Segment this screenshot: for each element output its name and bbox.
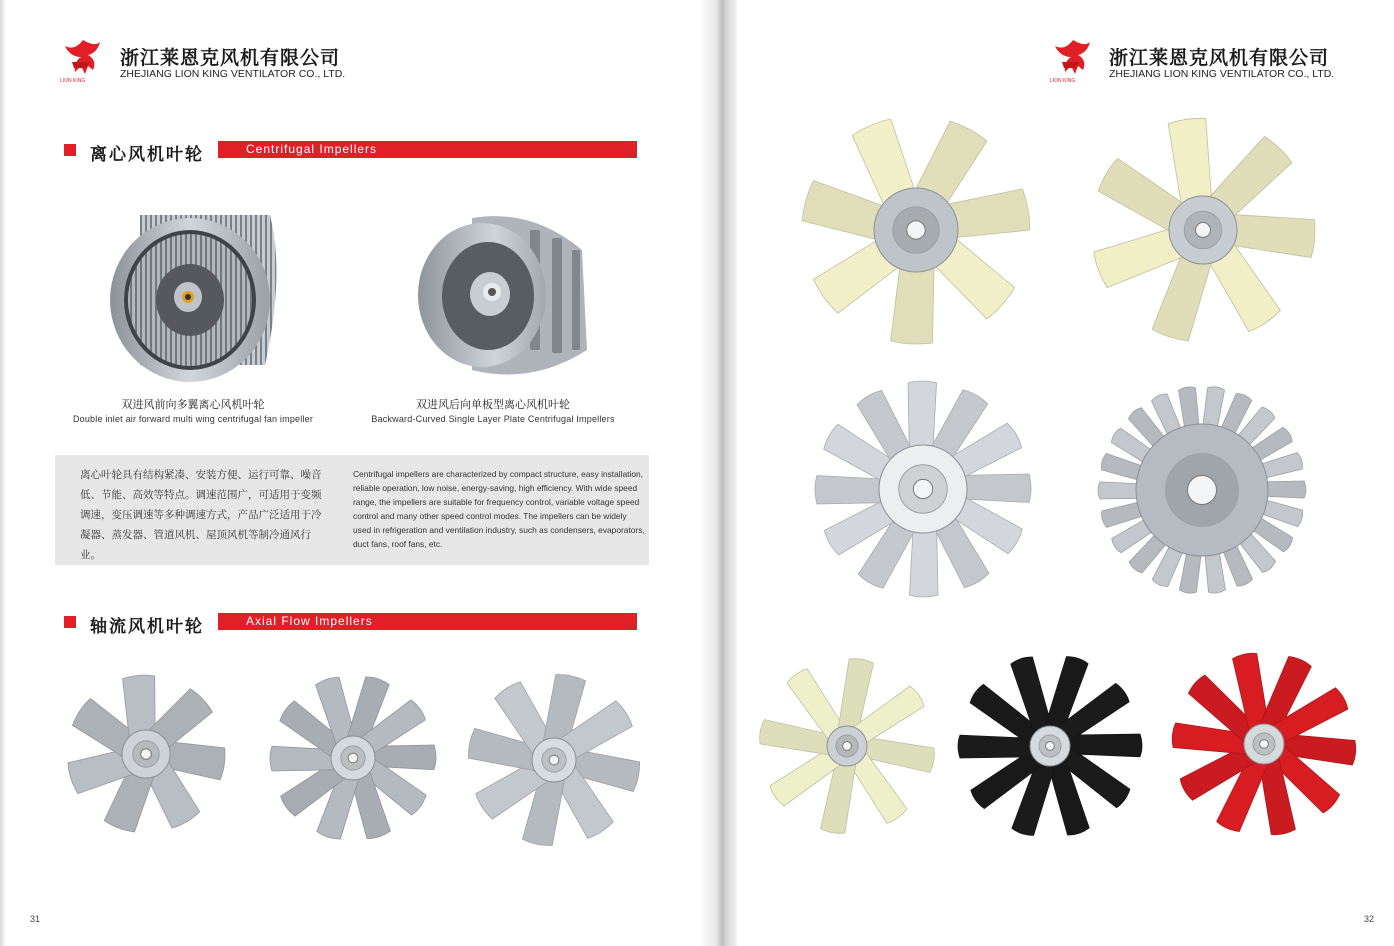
axial-impeller-image	[1093, 120, 1313, 340]
logo-caption: LION KING	[1050, 78, 1076, 84]
description-cn: 离心叶轮具有结构紧凑、安装方便、运行可靠、噪音低、节能、高效等特点。调速范围广，可适用于变频调速，变压调速等多种调速方式，产品广泛适用于冷凝器、蒸发器、管道风机、屋顶风机等制冷通风行业。	[80, 469, 322, 561]
fan-blade	[1229, 213, 1316, 258]
logo-caption: LION KING	[60, 78, 86, 84]
right-page	[737, 0, 1394, 946]
section-title-cn: 轴流风机叶轮	[90, 617, 204, 637]
section-title-en: Axial Flow Impellers	[246, 614, 373, 628]
fan-bore	[913, 479, 932, 498]
axial-impeller-image	[761, 660, 933, 832]
lion-king-logo-icon	[1050, 36, 1096, 82]
axial-impeller-image	[1100, 390, 1304, 590]
section-marker	[64, 144, 76, 156]
fan-bore	[1196, 223, 1211, 238]
company-name-en: ZHEJIANG LION KING VENTILATOR CO., LTD.	[120, 68, 346, 80]
product-caption-en: Backward-Curved Single Layer Plate Centrifugal Impellers	[371, 414, 615, 424]
product-caption-cn: 双进风前向多翼离心风机叶轮	[121, 398, 265, 411]
fan-bore	[549, 755, 559, 765]
axial-impeller-image	[960, 660, 1140, 832]
fan-bore	[141, 749, 152, 760]
fan-blade	[891, 261, 937, 345]
axial-impeller-image	[472, 680, 636, 840]
company-name-cn: 浙江莱恩克风机有限公司	[120, 47, 341, 69]
fan-bore	[1046, 742, 1055, 751]
lion-king-logo-icon	[60, 36, 106, 82]
axial-impeller-image	[813, 389, 1033, 589]
fan-bore	[1187, 475, 1216, 504]
company-name-cn: 浙江莱恩克风机有限公司	[1109, 47, 1330, 69]
section-title-en: Centrifugal Impellers	[246, 142, 378, 156]
product-caption-cn: 双进风后向单板型离心风机叶轮	[416, 398, 570, 411]
section-title-cn: 离心风机叶轮	[90, 145, 204, 165]
section-title-bar	[218, 141, 637, 158]
fan-bore	[348, 753, 358, 763]
book-gutter	[700, 0, 737, 946]
section-title-bar	[218, 613, 637, 630]
company-name-en: ZHEJIANG LION KING VENTILATOR CO., LTD.	[1109, 68, 1335, 80]
forward-multi-wing-impeller-image	[100, 205, 290, 385]
fan-bore	[843, 742, 852, 751]
backward-curved-impeller-image	[412, 210, 592, 382]
section-marker	[64, 616, 76, 628]
axial-impeller-image	[266, 683, 440, 833]
axial-impeller-image	[804, 118, 1028, 342]
description-en: Centrifugal impellers are characterized by compact structure, easy installation, reliable operation, low noise, energy-saving, high efficiency. With wide speed range, the impellers are suitable for frequency control, variable voltage speed control and many other speed control modes. The impellers can be widely used in refrigeration and ventilation industry, such as condensers, evaporators, duct fans, roof fans, etc.	[353, 469, 645, 549]
fan-blade	[1168, 117, 1217, 205]
axial-impeller-image	[1169, 655, 1359, 833]
fan-bore	[907, 221, 925, 239]
product-caption-en: Double inlet air forward multi wing centrifugal fan impeller	[72, 414, 314, 424]
page-number: 31	[30, 914, 41, 924]
page-edge	[0, 0, 6, 946]
page-number: 32	[1364, 914, 1375, 924]
description-panel	[55, 455, 649, 565]
fan-bore	[1260, 740, 1269, 749]
axial-impeller-image	[64, 683, 228, 825]
